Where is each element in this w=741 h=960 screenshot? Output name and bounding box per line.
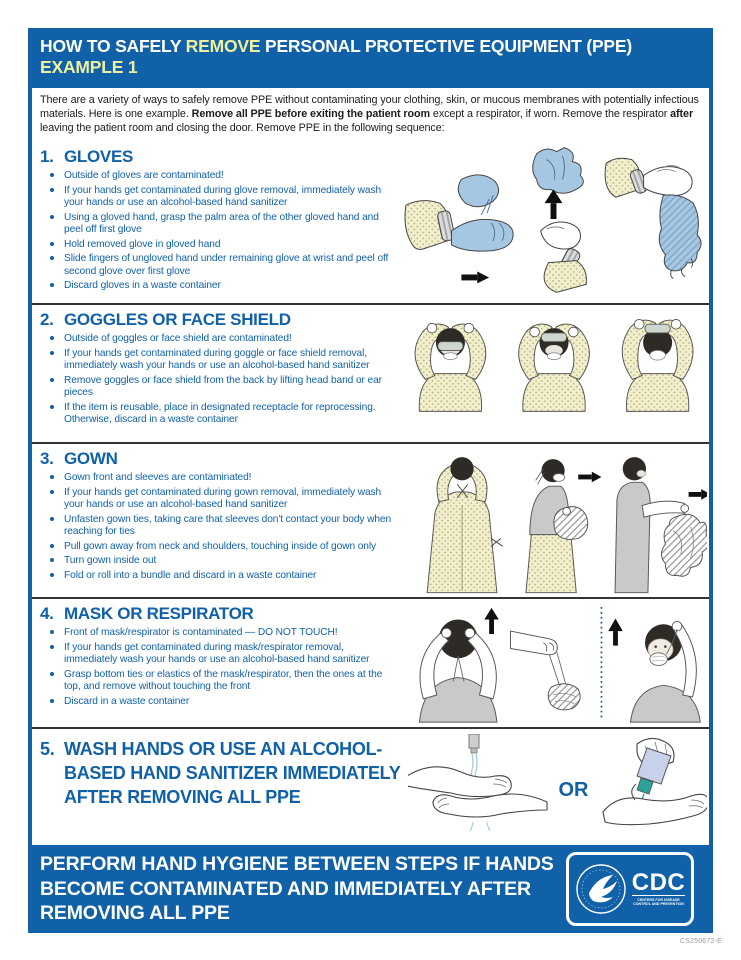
hhs-eagle-icon (575, 861, 627, 917)
bullet-item (50, 402, 402, 426)
section-heading (40, 738, 408, 809)
cdc-logo (632, 871, 686, 907)
bullet-dot (50, 283, 64, 295)
section-wash-hands (32, 727, 709, 845)
bullet-item (50, 253, 402, 277)
bullet-item (50, 348, 402, 372)
bullet-dot (50, 215, 64, 239)
bullet-item (50, 185, 402, 209)
bullet-text: Discard in a waste container (64, 695, 190, 707)
bullet-text: Gown front and sleeves are contaminated! (64, 472, 252, 483)
bullet-text: Slide fingers of ungloved hand under remaining glove at wrist and peel off second glove over first glove (64, 253, 389, 277)
goggle-step-1 (415, 323, 486, 411)
gown-step-pull (526, 459, 602, 593)
intro-segment: after (670, 108, 694, 121)
section-goggles-art (402, 308, 707, 442)
bullet-dot (50, 645, 64, 669)
bullet-dot (50, 242, 64, 254)
bullet-dot (50, 672, 64, 696)
bullet-item (50, 375, 402, 399)
intro-segment: except a respirator, if worn. Remove the respirator (430, 108, 671, 121)
section-title: GLOVES (64, 147, 134, 166)
section-number: 1. (40, 147, 54, 166)
water-drips (470, 822, 490, 831)
section-goggles-text (40, 308, 402, 442)
section-title: WASH HANDS OR USE AN ALCOHOL-BASED HAND SANITIZER IMMEDIATELY AFTER REMOVING ALL PPE (64, 739, 401, 807)
section-gown-text (40, 447, 402, 597)
poster-footer (28, 845, 713, 933)
upper-hand (408, 767, 511, 797)
bullet-dot (50, 475, 64, 487)
up-arrow-icon (608, 618, 623, 645)
bullet-dot (50, 490, 64, 514)
section-wash-text (40, 732, 408, 845)
mask-step-untie (419, 608, 498, 722)
right-arrow-icon (689, 489, 707, 500)
title-prefix: HOW TO SAFELY (40, 36, 186, 56)
bullet-dot (50, 573, 64, 585)
bullet-item (50, 239, 402, 251)
section-heading (40, 604, 402, 624)
bullet-text: If the item is reusable, place in designated receptacle for reprocessing. Otherwise, discard in a waste container (64, 401, 376, 425)
faucet-icon (469, 734, 479, 753)
bullet-dot (50, 188, 64, 212)
bullet-text: Front of mask/respirator is contaminated — DO NOT TOUCH! (64, 627, 338, 638)
section-mask-text (40, 602, 402, 727)
section-gown (32, 442, 709, 597)
mask-step-elastic (608, 618, 700, 722)
goggle-removal-illustration (402, 308, 707, 416)
intro-segment: There are a variety of ways to safely remove PPE without contaminating your clothing, skin, or mucous membranes with potentially infectious materials. Here is one example. (40, 94, 699, 121)
right-arrow-icon (461, 272, 489, 284)
bullet-item (50, 541, 402, 553)
bullet-item (50, 642, 402, 666)
section-heading (40, 147, 402, 167)
title-highlight: REMOVE (185, 36, 261, 56)
section-number: 2. (40, 310, 54, 329)
bullet-item (50, 280, 402, 292)
section-goggles (32, 303, 709, 442)
hand-sanitizer-illustration (595, 734, 708, 845)
bullet-text: If your hands get contaminated during glove removal, immediately wash your hands or use an alcohol-based hand sanitizer (64, 184, 382, 208)
lower-hand (433, 794, 547, 817)
bullet-text: If your hands get contaminated during gown removal, immediately wash your hands or use an alcohol-based hand sanitizer (64, 486, 382, 510)
bullet-dot (50, 544, 64, 556)
section-gown-art (402, 447, 707, 597)
section-gloves-art (402, 145, 707, 303)
section-bullet-list (40, 472, 402, 582)
bullet-dot (50, 351, 64, 375)
section-gloves-text (40, 145, 402, 303)
bullet-dot (50, 405, 64, 429)
bullet-text: Fold or roll into a bundle and discard in a waste container (64, 570, 317, 582)
bullet-item (50, 627, 402, 639)
title-suffix: PERSONAL PROTECTIVE EQUIPMENT (PPE) (260, 36, 633, 56)
section-title: GOGGLES OR FACE SHIELD (64, 310, 291, 329)
mask-removal-illustration (402, 602, 707, 726)
bullet-text: Turn gown inside out (64, 555, 157, 567)
section-number: 4. (40, 604, 54, 623)
bullet-text: Pull gown away from neck and shoulders, touching inside of gown only (64, 540, 377, 552)
open-palm-hand (603, 794, 708, 824)
footer-message: PERFORM HAND HYGIENE BETWEEN STEPS IF HANDS BECOME CONTAMINATED AND IMMEDIATELY AFTER REMOVING ALL PPE (40, 852, 554, 925)
intro-segment: Remove all PPE before exiting the patient room (191, 108, 431, 121)
section-bullet-list (40, 627, 402, 708)
glove-step-peel (533, 148, 587, 293)
gown-step-discard (615, 457, 707, 593)
bullet-dot (50, 256, 64, 280)
section-bullet-list (40, 333, 402, 426)
bullet-text: Grasp bottom ties or elastics of the mask/respirator, then the ones at the top, and remove without touching the front (64, 668, 383, 692)
bullet-text: If your hands get contaminated during goggle or face shield removal, immediately wash your hands or use an alcohol-based hand sanitizer (64, 347, 370, 371)
bullet-item (50, 514, 402, 538)
bullet-dot (50, 517, 64, 541)
agency-logo-box (566, 852, 694, 926)
section-title: GOWN (64, 449, 118, 468)
section-heading (40, 449, 402, 469)
glove-step-hold (605, 158, 701, 278)
bullet-item (50, 212, 402, 236)
bullet-text: Remove goggles or face shield from the back by lifting head band or ear pieces (64, 374, 382, 398)
bullet-item (50, 696, 402, 708)
cdc-logo-tagline: CENTERS FOR DISEASE CONTROL AND PREVENTION (633, 897, 684, 907)
bullet-item (50, 487, 402, 511)
bullet-dot (50, 630, 64, 642)
bullet-item (50, 170, 402, 182)
bullet-dot (50, 699, 64, 711)
up-arrow-icon (545, 189, 563, 219)
document-code: CS250672-E (679, 938, 722, 945)
section-heading (40, 310, 402, 330)
right-arrow-icon (578, 472, 601, 483)
section-bullet-list (40, 170, 402, 293)
bullet-text: If your hands get contaminated during mask/respirator removal, immediately wash your hands or use an alcohol-based hand sanitizer (64, 641, 370, 665)
bullet-dot (50, 173, 64, 185)
poster-header (28, 28, 713, 88)
intro-paragraph (32, 88, 709, 142)
or-label: OR (558, 778, 589, 801)
bullet-text: Outside of goggles or face shield are contaminated! (64, 333, 292, 344)
section-number: 3. (40, 449, 54, 468)
up-arrow-icon (484, 608, 499, 634)
bullet-item (50, 555, 402, 567)
bullet-text: Using a gloved hand, grasp the palm area of the other gloved hand and peel off first glove (64, 211, 379, 235)
bullet-dot (50, 336, 64, 348)
poster-subtitle: EXAMPLE 1 (40, 57, 138, 78)
mask-step-hold (510, 631, 580, 710)
bullet-item (50, 570, 402, 582)
hand-washing-illustration (408, 734, 553, 845)
poster-body (28, 88, 713, 845)
intro-segment: leaving the patient room and closing the door. Remove PPE in the following sequence: (40, 122, 445, 135)
cdc-logo-text: CDC (631, 869, 686, 897)
bullet-text: Outside of gloves are contaminated! (64, 170, 224, 181)
bullet-text: Discard gloves in a waste container (64, 280, 221, 292)
glove-step-pinch (405, 175, 513, 283)
bullet-dot (50, 558, 64, 570)
glove-removal-illustration (402, 145, 707, 297)
section-title: MASK OR RESPIRATOR (64, 604, 254, 623)
bullet-dot (50, 378, 64, 402)
gown-removal-illustration (402, 447, 707, 597)
section-gloves (32, 142, 709, 303)
goggle-step-3 (622, 319, 693, 411)
gown-step-unfasten (427, 457, 503, 593)
section-mask-art (402, 602, 707, 727)
bullet-text: Unfasten gown ties, taking care that sleeves don't contact your body when reaching for ties (64, 513, 392, 537)
goggle-step-2 (519, 324, 590, 411)
poster-title (40, 36, 701, 57)
section-number: 5. (40, 739, 55, 759)
bullet-item (50, 472, 402, 484)
bullet-item (50, 669, 402, 693)
bullet-text: Hold removed glove in gloved hand (64, 238, 221, 250)
section-wash-art (408, 732, 707, 845)
section-mask (32, 597, 709, 727)
bullet-item (50, 333, 402, 345)
